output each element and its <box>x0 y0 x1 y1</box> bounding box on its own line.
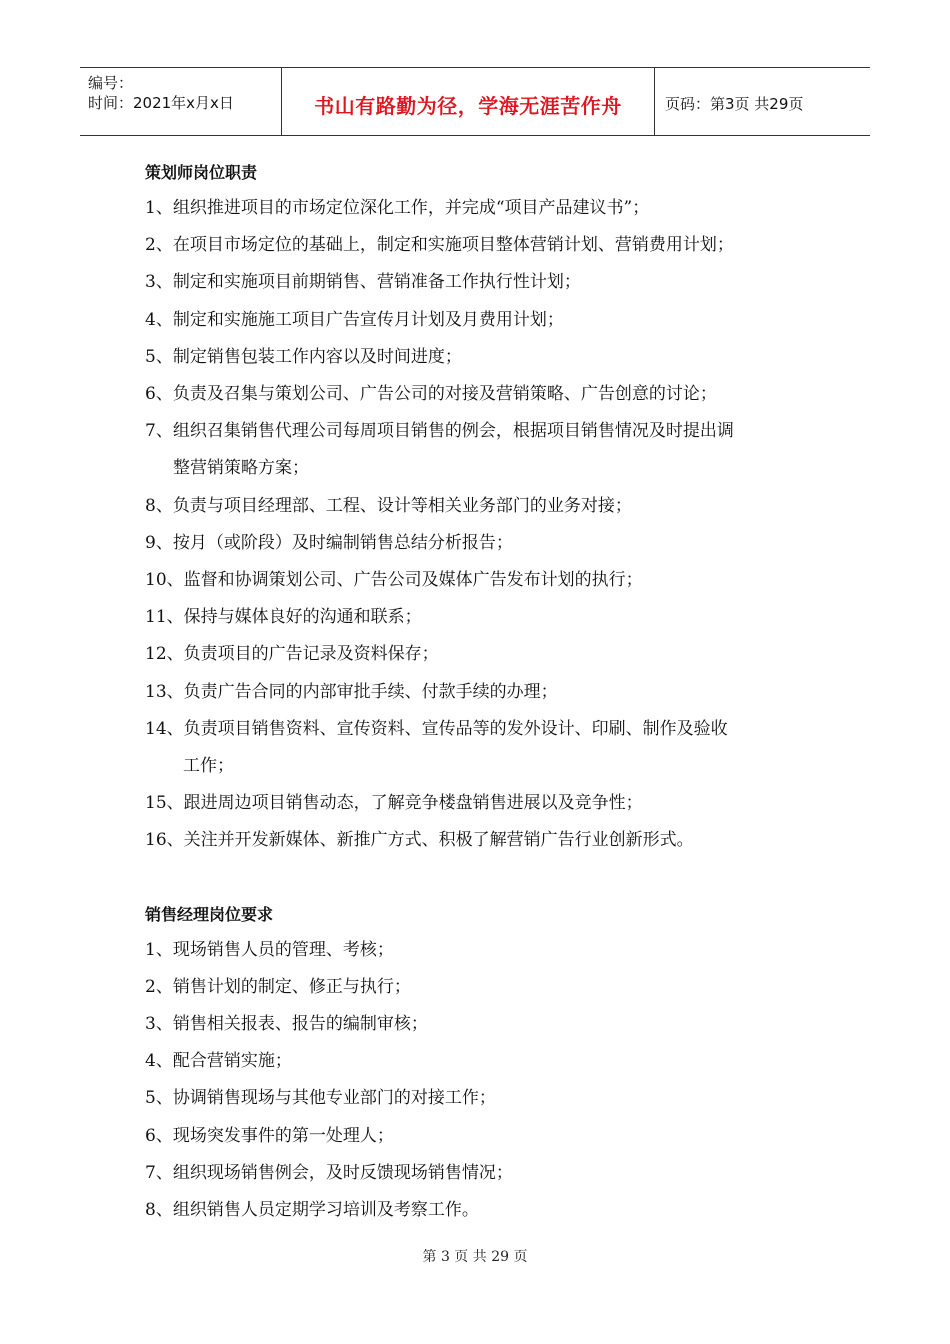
header-page-cell <box>655 68 870 135</box>
list-item: 1、组织推进项目的市场定位深化工作，并完成“项目产品建议书”； <box>145 198 650 218</box>
list-item: 16、关注并开发新媒体、新推广方式、积极了解营销广告行业创新形式。 <box>145 830 694 851</box>
header-left-cell <box>80 68 282 135</box>
list-item-continuation: 整营销策略方案； <box>173 458 309 479</box>
section-title-sales-manager: 销售经理岗位要求 <box>145 904 274 924</box>
motto-text: 书山有路勤为径，学海无涯苦作舟 <box>314 94 622 118</box>
list-item <box>145 413 825 487</box>
list-item: 5、协调销售现场与其他专业部门的对接工作； <box>145 1088 496 1109</box>
list-item: 8、组织销售人员定期学习培训及考察工作。 <box>145 1200 479 1221</box>
list-item: 11、保持与媒体良好的沟通和联系； <box>145 607 422 628</box>
list-item: 5、制定销售包装工作内容以及时间进度； <box>145 346 462 367</box>
list-item: 9、按月（或阶段）及时编制销售总结分析报告； <box>145 532 513 553</box>
page-footer <box>0 1246 950 1266</box>
section-spacer <box>145 860 825 898</box>
list-item: 2、销售计划的制定、修正与执行； <box>145 976 411 997</box>
list-item: 15、跟进周边项目销售动态，了解竞争楼盘销售进展以及竞争性； <box>145 793 643 814</box>
page-header <box>80 67 870 136</box>
date-label: 时间：2021年x月x日 <box>88 94 234 112</box>
list-item: 3、销售相关报表、报告的编制审核； <box>145 1014 428 1035</box>
list-item: 10、监督和协调策划公司、广告公司及媒体广告发布计划的执行； <box>145 570 643 591</box>
list-item: 3、制定和实施项目前期销售、营销准备工作执行性计划； <box>145 272 581 293</box>
list-item-continuation: 工作； <box>183 756 234 777</box>
footer-page-number: 第 3 页 共 29 页 <box>422 1249 528 1265</box>
list-item: 1、现场销售人员的管理、考核； <box>145 939 394 960</box>
list-item-line: 14、负责项目销售资料、宣传资料、宣传品等的发外设计、印刷、制作及验收 <box>145 718 728 739</box>
list-item: 6、现场突发事件的第一处理人； <box>145 1125 394 1146</box>
number-label: 编号： <box>88 74 134 92</box>
list-item: 13、负责广告合同的内部审批手续、付款手续的办理； <box>145 681 558 702</box>
list-item <box>145 711 825 785</box>
list-item: 4、制定和实施施工项目广告宣传月计划及月费用计划； <box>145 309 564 330</box>
list-item-line: 7、组织召集销售代理公司每周项目销售的例会，根据项目销售情况及时提出调 <box>145 421 734 442</box>
list-item: 12、负责项目的广告记录及资料保存； <box>145 644 439 665</box>
list-item: 4、配合营销实施； <box>145 1051 292 1072</box>
list-item: 8、负责与项目经理部、工程、设计等相关业务部门的业务对接； <box>145 495 632 516</box>
list-item: 2、在项目市场定位的基础上，制定和实施项目整体营销计划、营销费用计划； <box>145 235 734 256</box>
list-item: 6、负责及召集与策划公司、广告公司的对接及营销策略、广告创意的讨论； <box>145 384 717 405</box>
header-motto-cell <box>282 68 655 135</box>
document-body <box>145 156 825 1229</box>
section-title-planner: 策划师岗位职责 <box>145 163 258 182</box>
list-item: 7、组织现场销售例会，及时反馈现场销售情况； <box>145 1162 513 1183</box>
page-label: 页码：第3页 共29页 <box>665 95 804 113</box>
